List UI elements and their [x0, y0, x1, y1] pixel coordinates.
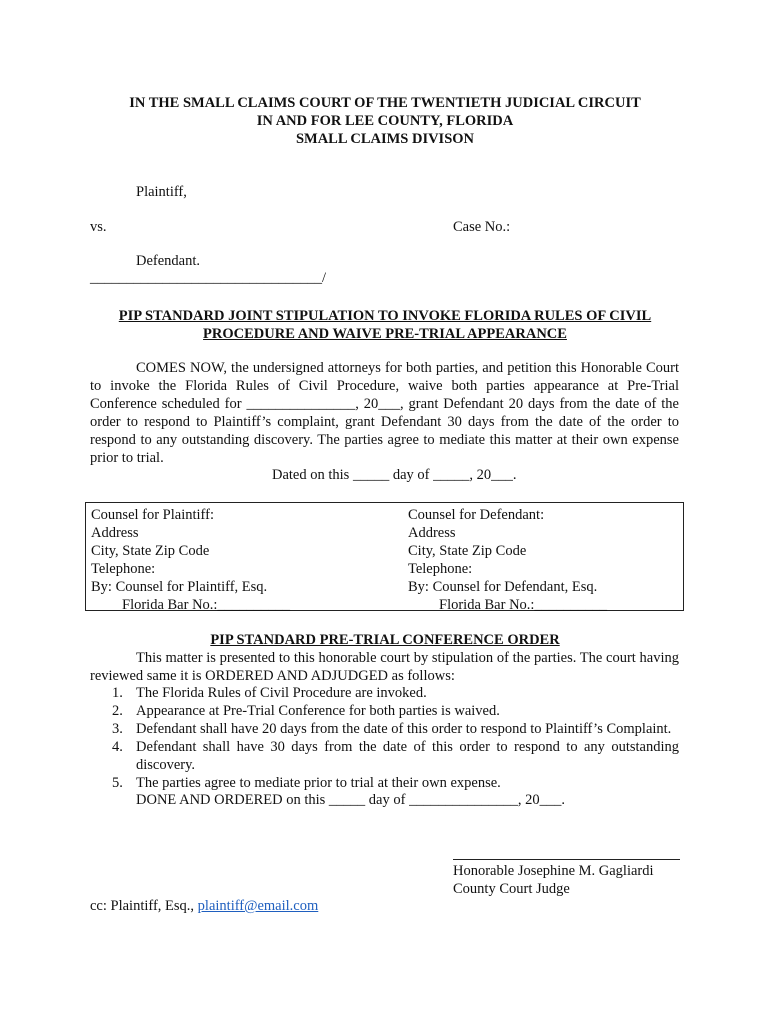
order-item-text: Appearance at Pre-Trial Conference for both parties is waived. [136, 702, 500, 719]
order-item-number: 4. [112, 738, 123, 755]
plaintiff-counsel-city: City, State Zip Code [91, 543, 210, 559]
plaintiff-counsel-telephone: Telephone: [91, 561, 156, 577]
defendant-counsel-heading: Counsel for Defendant: [408, 507, 545, 523]
order-items-list [90, 685, 679, 810]
defendant-counsel-by: By: Counsel for Defendant, Esq. [408, 579, 598, 595]
order-intro-text: This matter is presented to this honorable court by stipulation of the parties. The court having reviewed same it is ORDERED AND ADJUDGED as follows: [90, 650, 679, 684]
order-intro [90, 650, 679, 686]
defendant-label: Defendant. [136, 253, 201, 269]
plaintiff-counsel-by: By: Counsel for Plaintiff, Esq. [91, 579, 268, 595]
done-and-ordered-text: DONE AND ORDERED on this _____ day of _______________, 20___. [136, 792, 565, 809]
plaintiff-counsel-heading: Counsel for Plaintiff: [91, 507, 214, 523]
counsel-signature-block [85, 502, 684, 611]
order-item-text: The parties agree to mediate prior to trial at their own expense. [136, 774, 501, 791]
judge-name: Honorable Josephine M. Gagliardi [453, 863, 654, 879]
plaintiff-counsel-address: Address [91, 525, 139, 541]
order-item [90, 775, 679, 793]
court-heading-line-1: IN THE SMALL CLAIMS COURT OF THE TWENTIETH JUDICIAL CIRCUIT [129, 95, 641, 111]
order-item-text: The Florida Rules of Civil Procedure are invoked. [136, 685, 427, 701]
order-item [90, 739, 679, 775]
order-done-line [90, 792, 679, 810]
order-item [90, 685, 679, 703]
court-heading-line-2: IN AND FOR LEE COUNTY, FLORIDA [256, 113, 514, 129]
caption-divider: ________________________________/ [90, 270, 327, 286]
order-item [90, 721, 679, 739]
order-item-number: 2. [112, 702, 123, 719]
stipulation-title-line-2: PROCEDURE AND WAIVE PRE-TRIAL APPEARANCE [203, 326, 567, 342]
court-heading [90, 94, 680, 148]
case-number-label: Case No.: [453, 219, 511, 235]
judge-title: County Court Judge [453, 881, 570, 897]
defendant-counsel-bar-number: Florida Bar No.:__________ [439, 597, 607, 613]
order-item-number: 1. [112, 685, 123, 701]
judge-signature-line [453, 859, 680, 860]
order-item-text: Defendant shall have 20 days from the date of this order to respond to Plaintiff’s Complaint. [136, 720, 672, 737]
order-item-number: 3. [112, 720, 123, 737]
defendant-counsel-address: Address [408, 525, 456, 541]
plaintiff-counsel-column [91, 506, 290, 614]
cc-prefix: cc: Plaintiff, Esq., [90, 898, 198, 914]
defendant-counsel-city: City, State Zip Code [408, 543, 527, 559]
order-item [90, 703, 679, 721]
court-heading-line-3: SMALL CLAIMS DIVISON [295, 131, 475, 147]
dated-line: Dated on this _____ day of _____, 20___. [272, 467, 517, 483]
order-item-number: 5. [112, 774, 123, 791]
stipulation-title [90, 307, 680, 343]
vs-label: vs. [90, 219, 107, 235]
defendant-counsel-telephone: Telephone: [408, 561, 473, 577]
stipulation-body [90, 360, 679, 467]
order-item-text: Defendant shall have 30 days from the date of this order to respond to any outstanding discovery. [136, 738, 679, 773]
defendant-counsel-column [408, 506, 607, 614]
plaintiff-email-link[interactable]: plaintiff@email.com [197, 898, 319, 914]
plaintiff-counsel-bar-number: Florida Bar No.:__________ [122, 597, 290, 613]
stipulation-title-line-1: PIP STANDARD JOINT STIPULATION TO INVOKE FLORIDA RULES OF CIVIL [118, 308, 652, 324]
plaintiff-label: Plaintiff, [136, 184, 187, 200]
stipulation-body-text: COMES NOW, the undersigned attorneys for both parties, and petition this Honorable Court to invoke the Florida Rules of Civil Procedure, waive both parties appearance at Pre-Trial Conference scheduled for _______________, 20___, grant Defendant 20 days from the date of the order to respond to Plaintiff’s complaint, grant Defendant 30 days from the date of the order to respond to any outstanding discovery. The parties agree to mediate this matter at their own expense prior to trial. [90, 360, 679, 466]
order-title: PIP STANDARD PRE-TRIAL CONFERENCE ORDER [210, 632, 560, 648]
cc-line [90, 898, 318, 915]
